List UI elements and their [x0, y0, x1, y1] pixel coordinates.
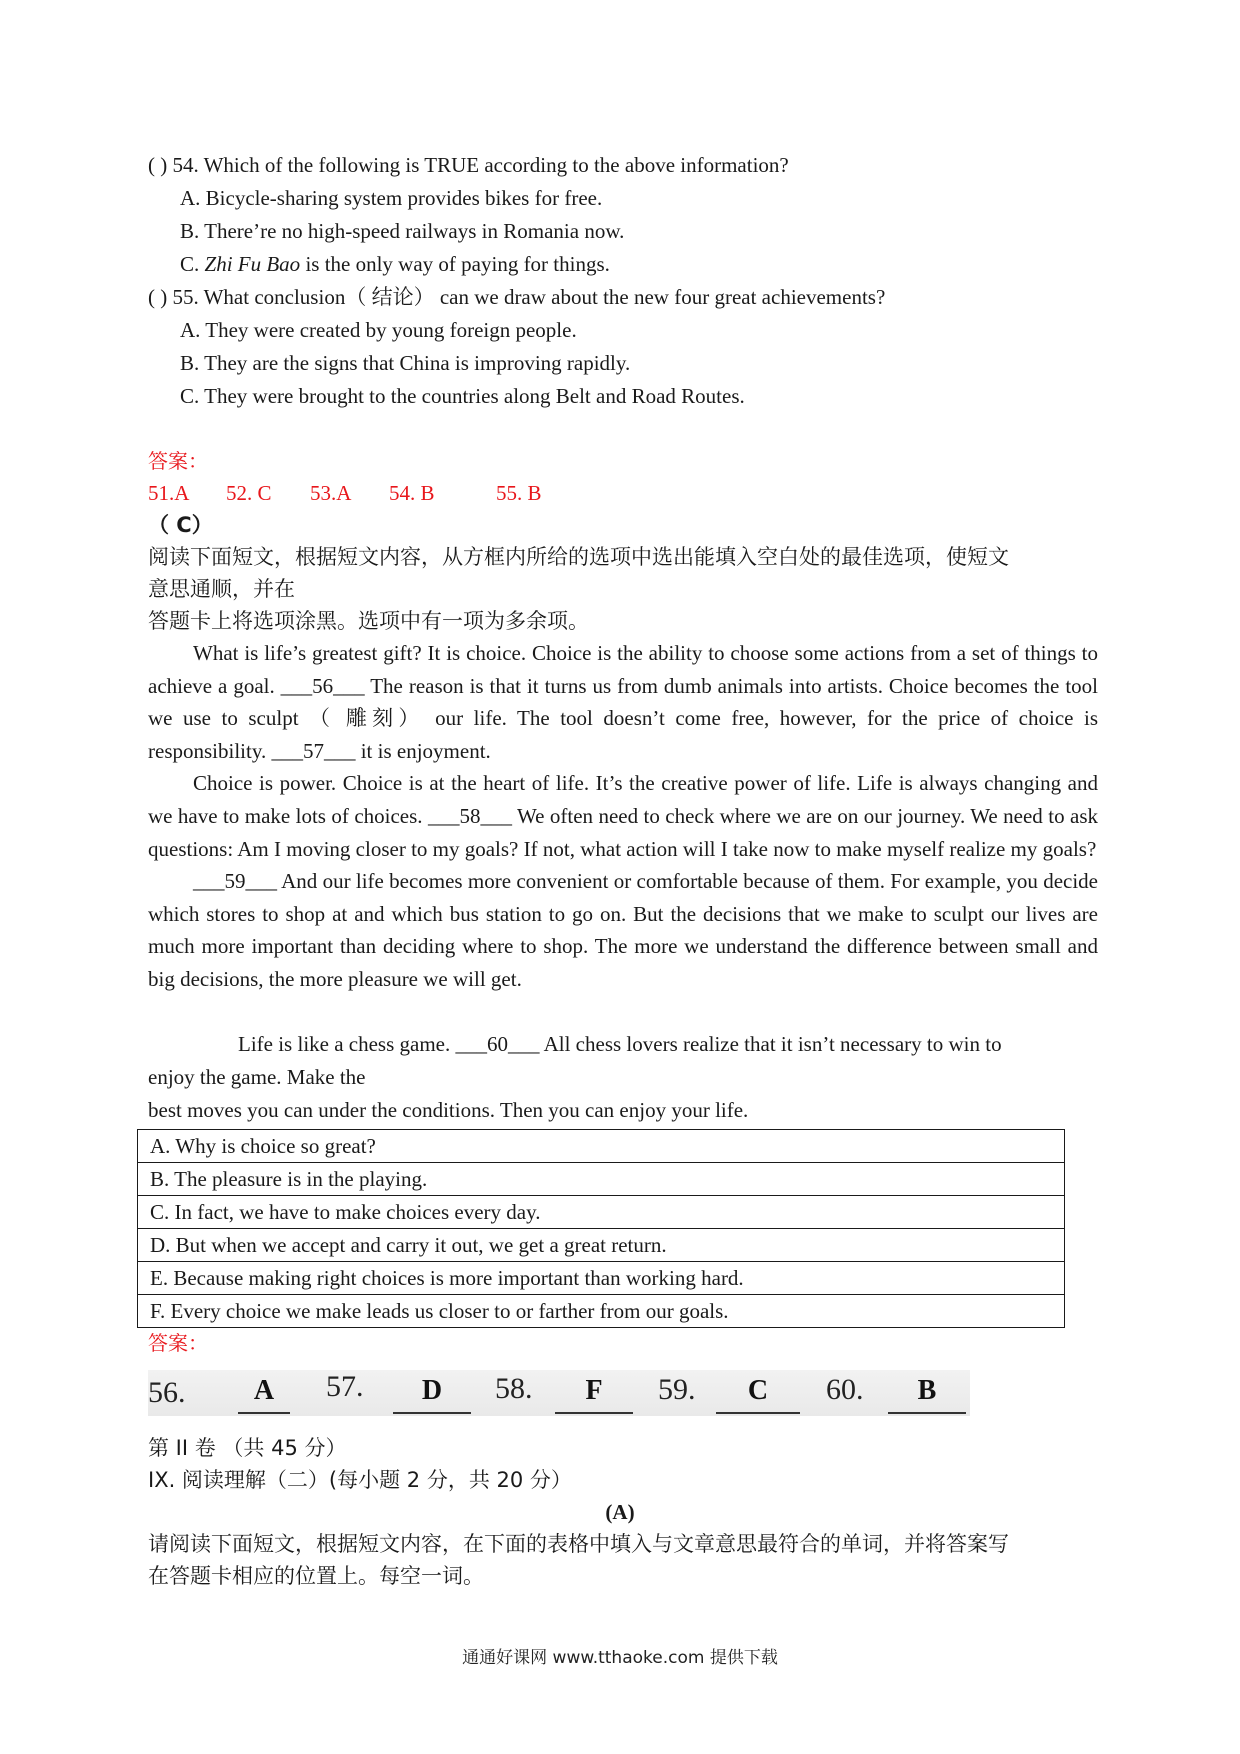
question-55-stem: ( ) 55. What conclusion（ 结论） can we draw about the new four great achievements? — [148, 285, 886, 309]
part-2-heading: 第 II 卷 （共 45 分） — [148, 1436, 347, 1460]
italic-term: Zhi Fu Bao — [204, 252, 301, 276]
table-row — [138, 1130, 1065, 1163]
question-54-option-a: A. Bicycle-sharing system provides bikes for free. — [180, 186, 603, 210]
answer-num-59: 59. — [658, 1373, 696, 1406]
question-54-option-c — [180, 250, 610, 278]
answer-letter-58: F — [555, 1370, 633, 1414]
answer-letter-59: C — [716, 1370, 800, 1414]
passage-paragraph-4-line-2: enjoy the game. Make the — [148, 1065, 366, 1089]
answer-letter-56: A — [238, 1370, 290, 1414]
instructions-line-1: 阅读下面短文，根据短文内容，从方框内所给的选项中选出能填入空白处的最佳选项，使短文 — [148, 545, 1009, 569]
answer-num-56: 56. — [148, 1376, 186, 1409]
option-prefix: C. — [180, 252, 205, 276]
option-a: A. Why is choice so great? — [138, 1130, 1065, 1163]
question-54-option-b: B. There’re no high-speed railways in Romania now. — [180, 219, 625, 243]
table-row — [138, 1163, 1065, 1196]
instructions-a-line-2: 在答题卡相应的位置上。每空一词。 — [148, 1564, 484, 1588]
options-table — [137, 1129, 1065, 1328]
option-b: B. The pleasure is in the playing. — [138, 1163, 1065, 1196]
section-a-heading: (A) — [605, 1500, 635, 1524]
answer-letter-60: B — [888, 1370, 966, 1414]
instructions-line-2: 意思通顺，并在 — [148, 577, 295, 601]
answer-55: 55. B — [496, 481, 542, 505]
answer-num-60: 60. — [826, 1373, 864, 1406]
page-footer: 通通好课网 www.tthaoke.com 提供下载 — [462, 1648, 778, 1668]
table-row — [138, 1196, 1065, 1229]
instructions-a-line-1: 请阅读下面短文，根据短文内容，在下面的表格中填入与文章意思最符合的单词，并将答案写 — [148, 1532, 1009, 1556]
question-55-option-a: A. They were created by young foreign people. — [180, 318, 577, 342]
section-c-heading: （ C） — [148, 513, 213, 537]
option-c: C. In fact, we have to make choices every day. — [138, 1196, 1065, 1229]
section-9-heading: IX. 阅读理解（二）(每小题 2 分，共 20 分） — [148, 1468, 572, 1492]
passage — [148, 637, 1098, 996]
answer-label: 答案： — [148, 449, 208, 473]
answer-51: 51.A — [148, 481, 190, 505]
option-f: F. Every choice we make leads us closer to or farther from our goals. — [138, 1295, 1065, 1328]
table-row — [138, 1229, 1065, 1262]
answer-54: 54. B — [389, 481, 435, 505]
answer-53: 53.A — [310, 481, 352, 505]
option-rest: is the only way of paying for things. — [300, 252, 610, 276]
passage-paragraph-4-line-3: best moves you can under the conditions. Then you can enjoy your life. — [148, 1098, 749, 1122]
table-row — [138, 1295, 1065, 1328]
passage-paragraph-1: What is life’s greatest gift? It is choice. Choice is the ability to choose some actions from a set of things to achieve a goal. ___56___ The reason is that it turns us from dumb animals into artists. Choice becomes the tool we use to sculpt （ 雕刻） our life. The tool doesn’t come free, however, for the price of choice is responsibility. ___57___ it is enjoyment. — [148, 641, 1098, 763]
instructions-line-3: 答题卡上将选项涂黑。选项中有一项为多余项。 — [148, 609, 589, 633]
answer-52: 52. C — [226, 481, 272, 505]
option-d: D. But when we accept and carry it out, we get a great return. — [138, 1229, 1065, 1262]
answer-num-57: 57. — [326, 1370, 364, 1403]
question-55-option-b: B. They are the signs that China is improving rapidly. — [180, 351, 631, 375]
answer-num-58: 58. — [495, 1372, 533, 1405]
passage-paragraph-4-line-1: Life is like a chess game. ___60___ All chess lovers realize that it isn’t necessary to win to — [238, 1032, 1002, 1056]
passage-paragraph-3: ___59___ And our life becomes more convenient or comfortable because of them. For example, you decide which stores to shop at and which bus station to go on. But the decisions that we make to sculpt our lives are much more important than deciding where to shop. The more we understand the difference between small and big decisions, the more pleasure we will get. — [148, 869, 1098, 991]
passage-paragraph-2: Choice is power. Choice is at the heart of life. It’s the creative power of life. Life is always changing and we have to make lots of choices. ___58___ We often need to check where we are on our journey. We need to ask questions: Am I moving closer to my goals? If not, what action will I take now to make myself realize my goals? — [148, 771, 1098, 861]
answer-label-2: 答案： — [148, 1331, 208, 1355]
question-54-stem: ( ) 54. Which of the following is TRUE according to the above information? — [148, 153, 789, 177]
question-55-option-c: C. They were brought to the countries along Belt and Road Routes. — [180, 384, 745, 408]
answer-key-scan — [148, 1370, 970, 1416]
answer-letter-57: D — [393, 1370, 471, 1414]
option-e: E. Because making right choices is more important than working hard. — [138, 1262, 1065, 1295]
table-row — [138, 1262, 1065, 1295]
